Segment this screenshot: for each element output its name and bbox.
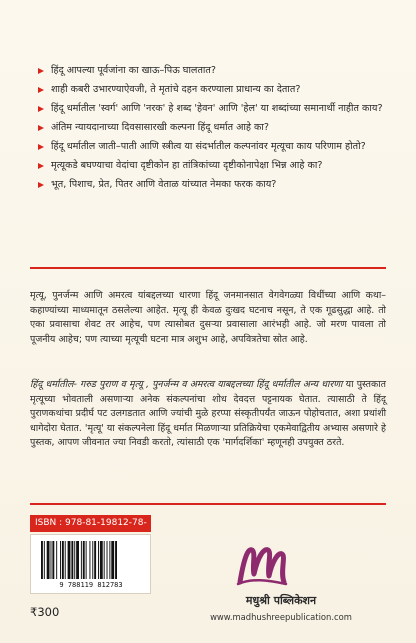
question-item [38, 83, 390, 97]
question-item [38, 140, 390, 154]
barcode-bar [51, 541, 52, 579]
barcode-bar [52, 541, 54, 579]
barcode-bar [65, 541, 66, 579]
barcode-bar [100, 541, 103, 579]
blurb-paragraph-1: मृत्यू, पुनर्जन्म आणि अमरत्व यांबद्दलच्या धारणा हिंदू जनमानसात वेगवेगळ्या विधींच्या आणि कथा–कहाण्यांच्या माध्यमातून ठसलेल्या आहेत. मृत्यू ही केवळ दुःखद घटनाच नसून, ते एक गूढसुद्धा आहे. तो एका प्रवासाचा शेवट तर आहेच, पण त्यासोबत दुसऱ्या प्रवासाला आरंभही आहे. जो मरण पावला तो पूजनीय आहेच; पण त्याच्या मृत्यूची घटना मात्र अशुभ आहे, अपवित्रतेचा स्रोत आहे. [30, 290, 386, 345]
barcode-bar [109, 541, 110, 579]
barcode-bar [44, 541, 45, 579]
bullet-triangle-icon [38, 68, 44, 74]
barcode-bar [83, 541, 85, 579]
question-text: भूत, पिशाच, प्रेत, पितर आणि वेताळ यांच्यात नेमका फरक काय? [51, 179, 277, 190]
bullet-triangle-icon [38, 106, 44, 112]
barcode-bar [71, 541, 73, 579]
barcode-bar [62, 541, 64, 579]
question-text: हिंदू धर्मातील 'स्वर्ग' आणि 'नरक' हे शब्द 'हेवन' आणि 'हेल' या शब्दांच्या समानार्थी नाहीत काय? [51, 103, 383, 114]
question-item [38, 178, 390, 192]
red-divider-bottom [30, 503, 386, 505]
barcode-bar [81, 541, 82, 579]
question-item [38, 121, 390, 135]
isbn-label: ISBN : 978-81-19812-78- [30, 515, 151, 532]
barcode-bar [60, 541, 61, 579]
question-text: मृत्यूकडे बघण्याचा वेदांचा दृष्टीकोन हा तांत्रिकांच्या दृष्टीकोनापेक्षा भिन्न आहे का? [51, 160, 323, 171]
publisher-logo-icon [234, 538, 290, 588]
bullet-triangle-icon [38, 144, 44, 150]
bullet-triangle-icon [38, 163, 44, 169]
blurb-paragraph-2 [30, 378, 386, 451]
barcode-bar [98, 541, 99, 579]
question-list [38, 64, 390, 197]
question-item [38, 102, 390, 116]
question-item [38, 159, 390, 173]
publisher-name: मधुश्री पब्लिकेशन [245, 594, 317, 607]
question-item [38, 64, 390, 78]
barcode-bar [41, 541, 43, 579]
bullet-triangle-icon [38, 182, 44, 188]
book-title-italic: हिंदू धर्मातील- गरुड पुराण व मृत्यू , पुनर्जन्म व अमरत्व याबद्दलच्या हिंदू धर्मातील अन्य धारणा [30, 379, 343, 390]
publisher-website[interactable]: www.madhushreepublication.com [210, 612, 352, 622]
barcode-bar [74, 541, 75, 579]
question-text: हिंदू धर्मातील जाती–पाती आणि स्त्रीत्व या संदर्भातील कल्पनांवर मृत्यूचा काय परिणाम होतो? [51, 141, 366, 152]
barcode-bar [111, 541, 114, 579]
question-text: शाही कबरी उभारण्याऐवजी, ते मृतांचे दहन करण्याला प्राधान्य का देतात? [51, 84, 301, 95]
blurb-paragraph-2-text: या पुस्तकात मृत्यूच्या भोवताली असणाऱ्या अनेक संकल्पनांचा शोध देवदत्त पट्टनायक घेतात. त्यासाठी ते हिंदू पुराणकथांचा प्रदीर्घ पट उलगडतात आणि ज्यांची मुळे हरप्पा संस्कृतीपर्यंत जाऊन पोहोचतात, अशा प्रथांशी धागेदोरा घेतात. 'मृत्यू' या संकल्पनेला हिंदू धर्मात मिळणाऱ्या प्रतिक्रियेचा एकमेवाद्वितीय अभ्यास असणारे हे पुस्तक, आपण जीवनात ज्या निवडी करतो, त्यांसाठी एक 'मार्गदर्शिका' म्हणूनही उपयुक्त ठरते. [30, 379, 386, 449]
barcode-bar [47, 541, 50, 579]
barcode-bar [92, 541, 93, 579]
barcode-bar [115, 541, 117, 579]
price: ₹300 [30, 605, 60, 619]
red-divider [30, 267, 386, 269]
barcode-bar [94, 541, 96, 579]
barcode-digits: 9 788119 812783 [59, 581, 123, 589]
barcode-bar [56, 541, 57, 579]
barcode-bar [76, 541, 79, 579]
barcode-bar [68, 541, 71, 579]
barcode [30, 534, 151, 594]
barcode-bar [104, 541, 105, 579]
question-text: हिंदू आपल्या पूर्वजांना का खाऊ–पिऊ घालतात? [51, 65, 216, 76]
barcode-icon [37, 539, 145, 589]
question-text: अंतिम न्यायदानाच्या दिवसासारखी कल्पना हिंदू धर्मात आहे का? [51, 122, 270, 133]
barcode-bar [86, 541, 87, 579]
barcode-bar [89, 541, 90, 579]
barcode-bar [107, 541, 108, 579]
bullet-triangle-icon [38, 87, 44, 93]
bullet-triangle-icon [38, 125, 44, 131]
